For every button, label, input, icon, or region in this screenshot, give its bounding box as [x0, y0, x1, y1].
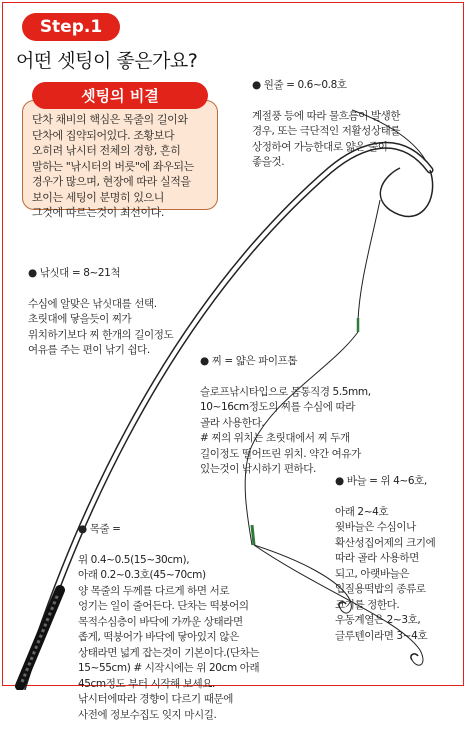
- secret-text: 단차 채비의 핵심은 목줄의 길이와 단차에 집약되어있다. 조황보다 오히려 낚시터 전체의 경향, 흔히 말하는 "낚시터의 버릇"에 좌우되는 경우가 많으며, 현장에 따라 실적을 보이는 세팅이 분명히 있으니 그것에 따르는것이 최선이다.: [32, 113, 194, 219]
- note-leader-body: 위 0.4~0.5(15~30cm), 아래 0.2~0.3호(45~70cm) 양 목줄의 두께를 다르게 하면 서로 엉기는 일이 줄어든다. 단차는 떡붕어의 목적수심층이 바닥에 가까운 상태라면 좁게, 떡붕어가 바닥에 닿아있지 않은 상태라면 넓게 잡는것이 기본이다.(단차는 15~55cm) # 시작시에는 위 20cm 아래 45cm정도 부터 시작해 보세요. 낚시터에따라 경향이 다르기 때문에 사전에 정보수집도 잊지 마시길.: [78, 553, 260, 721]
- note-hook-body: 아래 2~4호 윗바늘은 수심이나 확산성집어제의 크기에 따라 골라 사용하면 되고, 아랫바늘은 입질용떡밥의 종류로 크기를 정한다. 우동계열은 2~3호, 글루텐이라면 3~4호: [335, 505, 436, 642]
- note-leader: [78, 506, 318, 739]
- secret-heading: [32, 82, 208, 109]
- note-rod-body: 수심에 알맞은 낚싯대를 선택. 초릿대에 닿을듯이 찌가 위치하기보다 찌 한개의 길이정도 여유를 주는 편이 낚기 쉽다.: [28, 297, 174, 356]
- page-title: 어떤 셋팅이 좋은가요?: [16, 50, 198, 72]
- note-leader-head: ● 목줄 =: [78, 522, 121, 535]
- secret-heading-text: 셋팅의 비결: [81, 87, 159, 105]
- rod-grip: [20, 590, 60, 686]
- note-hook-head: ● 바늘 = 위 4~6호,: [335, 474, 427, 487]
- main-line: [358, 200, 380, 320]
- note-float-head: ● 찌 = 얇은 파이프톱: [200, 354, 298, 367]
- step-label: Step.1: [39, 17, 103, 37]
- note-rod-head: ● 낚싯대 = 8~21척: [28, 266, 121, 279]
- note-hook: [335, 458, 463, 660]
- note-float-body: 슬로프낚시타입으로 몸통직경 5.5mm, 10~16cm정도의 찌를 수심에 따라 골라 사용한다. # 찌의 위치는 초릿대에서 찌 두개 길이정도 떨어뜨린 위치. 약간 여유가 있는것이 낚시하기 편하다.: [200, 385, 371, 475]
- note-main-line-head: ● 원줄 = 0.6~0.8호: [252, 78, 347, 91]
- step-badge: [22, 13, 120, 41]
- note-main-line: [252, 62, 464, 186]
- note-main-line-body: 계절풍 등에 따라 물흐름이 발생한 경우, 또는 극단적인 저활성상태를 상정하여 가능한대로 얇은 줄이 좋을것.: [252, 109, 401, 168]
